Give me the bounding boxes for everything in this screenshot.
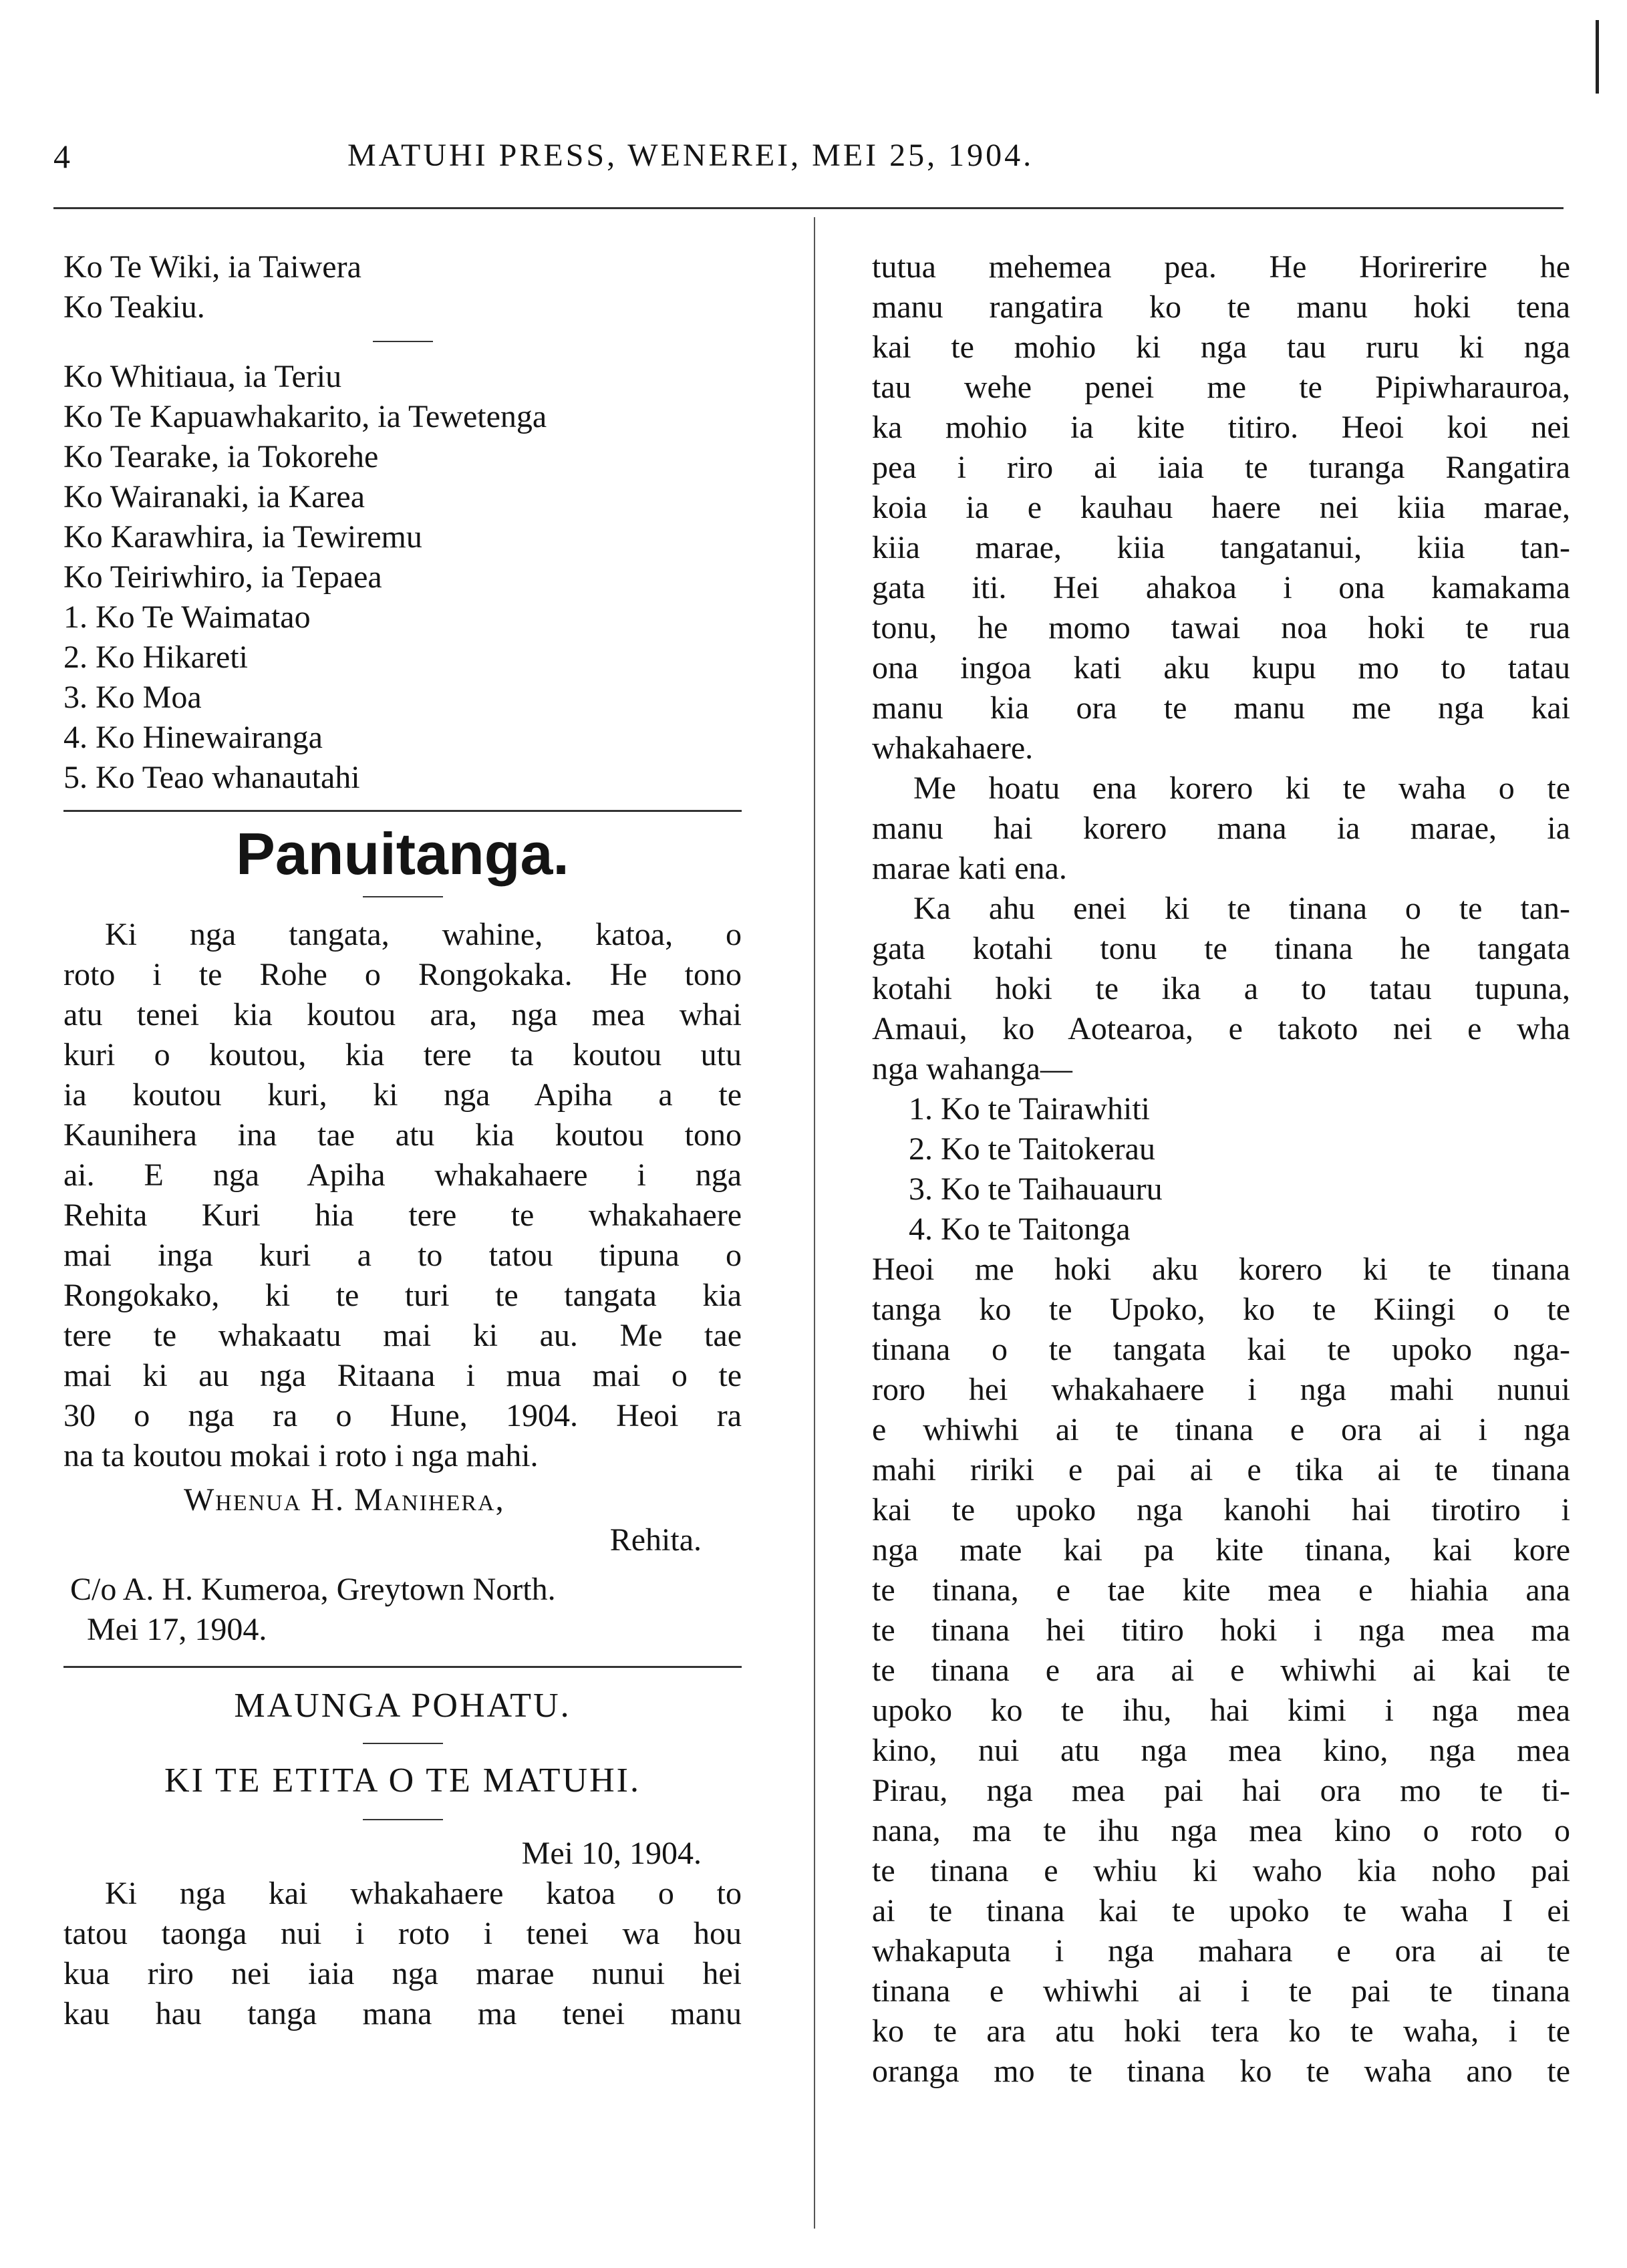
letter-line: kau hau tanga mana ma tenei manu [63, 1996, 742, 2031]
notice-article [63, 817, 742, 1650]
separator-rule [363, 896, 443, 897]
notice-date: Mei 17, 1904. [87, 1612, 267, 1647]
text-line: te tinana e ara ai e whiwhi ai kai te [872, 1653, 1570, 1688]
paragraph [872, 889, 1570, 1089]
text-line: manu hai korero mana ia marae, ia [872, 811, 1570, 846]
list-item: Ko Tearake, ia Tokorehe [63, 439, 379, 474]
notice-line: 30 o nga ra o Hune, 1904. Heoi ra [63, 1398, 742, 1433]
notice-title: Panuitanga. [236, 821, 569, 887]
numbered-item: 3. Ko Moa [63, 680, 202, 715]
numbered-item: 2. Ko Hikareti [63, 640, 248, 675]
text-line: te tinana e whiu ki waho kia noho pai [872, 1853, 1570, 1888]
text-line: tutua mehemea pea. He Horirerire he [872, 249, 1570, 285]
list-item: Ko Te Wiki, ia Taiwera [63, 249, 361, 285]
text-line: tinana o te tangata kai te upoko nga- [872, 1332, 1570, 1367]
left-column [63, 247, 742, 2034]
notice-line: Rehita Kuri hia tere te whakahaere [63, 1197, 742, 1233]
text-line: nga wahanga— [872, 1051, 1072, 1087]
text-line: tinana e whiwhi ai i te pai te tinana [872, 1973, 1570, 2009]
letter-line: kua riro nei iaia nga marae nunui hei [63, 1956, 742, 1991]
separator-rule [373, 341, 433, 342]
text-line: gata iti. Hei ahakoa i ona kamakama [872, 570, 1570, 605]
page-number: 4 [53, 138, 71, 175]
list-item: Ko Teakiu. [63, 289, 205, 325]
separator-rule [363, 1819, 443, 1820]
continued-paragraph [872, 247, 1570, 768]
text-line: kotahi hoki te ika a to tatau tupuna, [872, 971, 1570, 1006]
letter-line: Ki nga kai whakahaere katoa o to [105, 1876, 742, 1911]
text-line: gata kotahi tonu te tinana he tangata [872, 931, 1570, 966]
list-item: Ko Teiriwhiro, ia Tepaea [63, 559, 382, 595]
text-line: koia ia e kauhau haere nei kiia marae, [872, 490, 1570, 525]
numbered-item: 2. Ko te Taitokerau [909, 1131, 1155, 1167]
notice-line: Rongokako, ki te turi te tangata kia [63, 1278, 742, 1313]
notice-line: roto i te Rohe o Rongokaka. He tono [63, 957, 742, 992]
notice-line: mai ki au nga Ritaana i mua mai o te [63, 1358, 742, 1393]
notice-line: atu tenei kia koutou ara, nga mea whai [63, 997, 742, 1032]
text-line: kai te mohio ki nga tau ruru ki nga [872, 329, 1570, 365]
text-line: tonu, he momo tawai noa hoki te rua [872, 610, 1570, 646]
numbered-item: 1. Ko Te Waimatao [63, 599, 311, 635]
list-item: Ko Whitiaua, ia Teriu [63, 359, 342, 394]
text-line: mahi ririki e pai ai e tika ai te tinana [872, 1452, 1570, 1487]
letter-subtitle: KI TE ETITA O TE MATUHI. [164, 1761, 641, 1800]
section-rule [63, 810, 742, 812]
text-line: manu kia ora te manu me nga kai [872, 690, 1570, 726]
numbered-list [872, 1089, 1570, 1250]
text-line: whakahaere. [872, 730, 1034, 766]
letter-line: tatou taonga nui i roto i tenei wa hou [63, 1916, 742, 1951]
text-line: te tinana, e tae kite mea e hiahia ana [872, 1572, 1570, 1608]
letter-article [63, 1683, 742, 2034]
text-line: pea i riro ai iaia te turanga Rangatira [872, 450, 1570, 485]
text-line: ona ingoa kati aku kupu mo to tatau [872, 650, 1570, 686]
text-line: Ka ahu enei ki te tinana o te tan- [913, 891, 1570, 926]
signature-title: Rehita. [609, 1522, 702, 1558]
text-line: ai te tinana kai te upoko te waha I ei [872, 1893, 1570, 1929]
text-line: ka mohio ia kite titiro. Heoi koi nei [872, 410, 1570, 445]
notice-line: ia koutou kuri, ki nga Apiha a te [63, 1077, 742, 1113]
intro-list [63, 247, 742, 327]
text-line: marae kati ena. [872, 851, 1067, 886]
notice-address: C/o A. H. Kumeroa, Greytown North. [70, 1572, 556, 1607]
notice-line: mai inga kuri a to tatou tipuna o [63, 1238, 742, 1273]
notice-line: ai. E nga Apiha whakahaere i nga [63, 1157, 742, 1193]
text-line: Pirau, nga mea pai hai ora mo te ti- [872, 1773, 1570, 1808]
text-line: ko te ara atu hoki tera ko te waha, i te [872, 2013, 1570, 2049]
text-line: kai te upoko nga kanohi hai tirotiro i [872, 1492, 1570, 1528]
numbered-item: 1. Ko te Tairawhiti [909, 1091, 1151, 1127]
header-rule [53, 207, 1564, 209]
separator-rule [363, 1743, 443, 1744]
notice-line: Kaunihera ina tae atu kia koutou tono [63, 1117, 742, 1153]
text-line: Amaui, ko Aotearoa, e takoto nei e wha [872, 1011, 1570, 1046]
text-line: whakaputa i nga mahara e ora ai te [872, 1933, 1570, 1969]
text-line: tau wehe penei me te Pipiwharauroa, [872, 370, 1570, 405]
list-item: Ko Wairanaki, ia Karea [63, 479, 365, 515]
text-line: Heoi me hoki aku korero ki te tinana [872, 1252, 1570, 1287]
notice-line: Ki nga tangata, wahine, katoa, o [105, 917, 742, 952]
letter-title: MAUNGA POHATU. [234, 1687, 571, 1725]
text-line: kiia marae, kiia tangatanui, kiia tan- [872, 530, 1570, 565]
names-list [63, 357, 742, 798]
text-line: manu rangatira ko te manu hoki tena [872, 289, 1570, 325]
numbered-item: 4. Ko te Taitonga [909, 1212, 1131, 1247]
margin-mark [1596, 20, 1599, 94]
letter-date: Mei 10, 1904. [521, 1836, 702, 1871]
paragraph [872, 1250, 1570, 2092]
numbered-item: 4. Ko Hinewairanga [63, 720, 323, 755]
text-line: roro hei whakahaere i nga mahi nunui [872, 1372, 1570, 1407]
text-line: te tinana hei titiro hoki i nga mea ma [872, 1612, 1570, 1648]
notice-line: tere te whakaatu mai ki au. Me tae [63, 1318, 742, 1353]
notice-line: na ta koutou mokai i roto i nga mahi. [63, 1438, 539, 1473]
text-line: nga mate kai pa kite tinana, kai kore [872, 1532, 1570, 1568]
notice-signature: Whenua H. Manihera, [184, 1482, 505, 1518]
text-line: Me hoatu ena korero ki te waha o te [913, 770, 1570, 806]
list-item: Ko Karawhira, ia Tewiremu [63, 519, 422, 555]
text-line: oranga mo te tinana ko te waha ano te [872, 2053, 1570, 2089]
right-column [872, 247, 1570, 2092]
masthead: MATUHI PRESS, WENEREI, MEI 25, 1904. [347, 138, 1034, 173]
numbered-item: 5. Ko Teao whanautahi [63, 760, 360, 795]
text-line: e whiwhi ai te tinana e ora ai i nga [872, 1412, 1570, 1447]
page-header [53, 137, 1249, 184]
text-line: kino, nui atu nga mea kino, nga mea [872, 1733, 1570, 1768]
section-rule [63, 1666, 742, 1668]
text-line: nana, ma te ihu nga mea kino o roto o [872, 1813, 1570, 1848]
notice-line: kuri o koutou, kia tere ta koutou utu [63, 1037, 742, 1073]
text-line: upoko ko te ihu, hai kimi i nga mea [872, 1693, 1570, 1728]
list-item: Ko Te Kapuawhakarito, ia Tewetenga [63, 399, 547, 434]
paragraph [872, 768, 1570, 889]
text-line: tanga ko te Upoko, ko te Kiingi o te [872, 1292, 1570, 1327]
column-divider [814, 217, 815, 2229]
numbered-item: 3. Ko te Taihauauru [909, 1171, 1163, 1207]
